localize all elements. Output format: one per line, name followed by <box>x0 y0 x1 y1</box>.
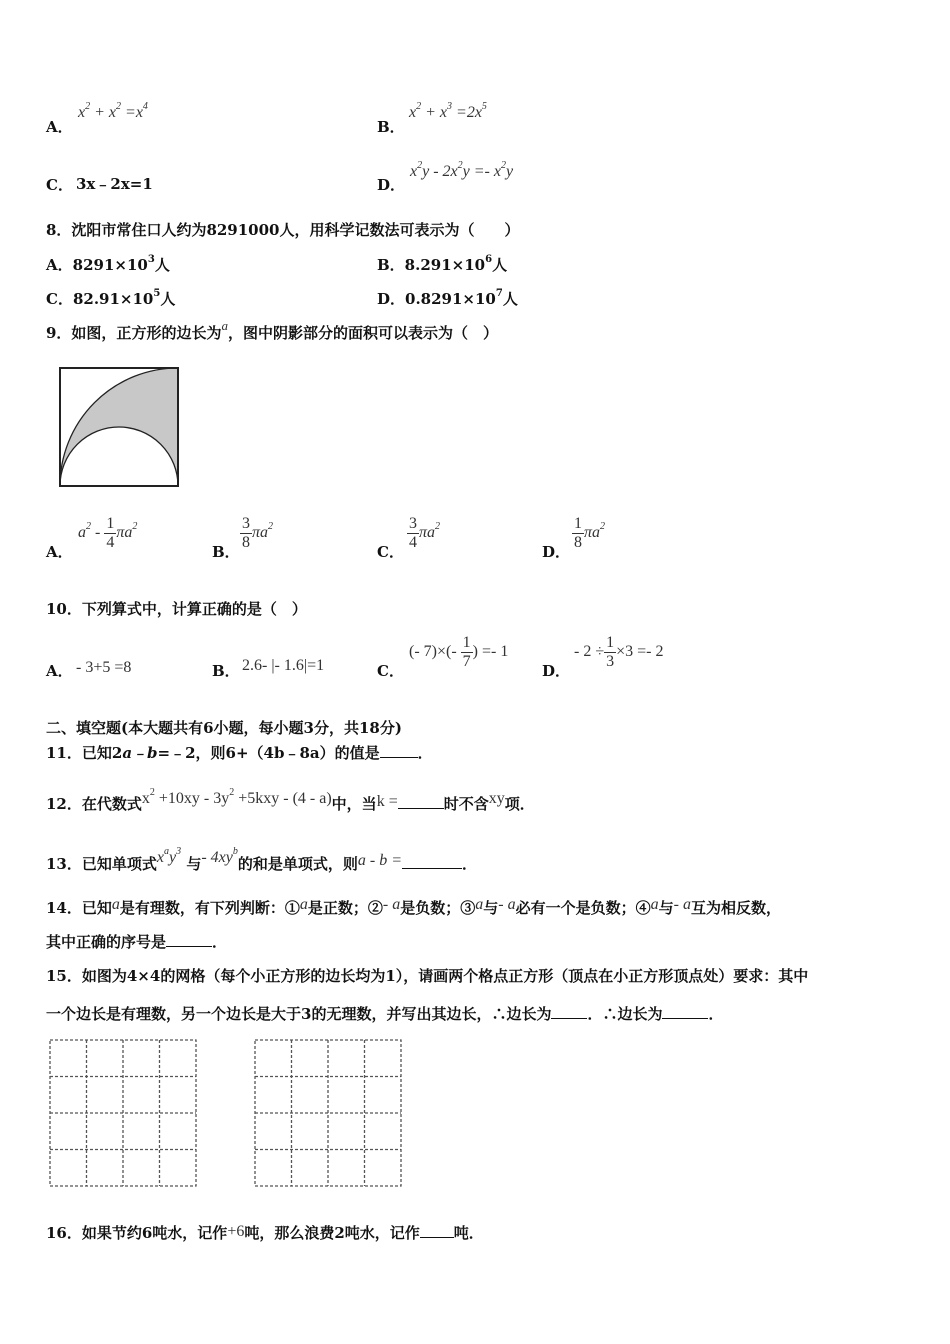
q10-option-a-formula: - 3+5 =8 <box>76 659 132 676</box>
q12-answer-blank[interactable] <box>398 794 444 809</box>
q14-answer-blank[interactable] <box>166 932 212 947</box>
q10-option-b-formula: 2.6- |- 1.6|=1 <box>242 657 325 674</box>
q11-text: 11．已知2a﹣b=﹣2，则6+（4b﹣8a）的值是 ． <box>46 744 433 762</box>
q9-option-c-formula: $\frac{3}{4}$ $\pi a^2$ <box>409 515 441 551</box>
q10-option-c-label: C． <box>377 662 404 680</box>
q13-text: 13．已知单项式$x^ay^3$ 与- $4xy^b$的和是单项式，则a - b = ． <box>46 846 478 873</box>
q15-grid-right[interactable] <box>253 1038 405 1190</box>
q16-text: 16．如果节约6吨水，记作+6吨，那么浪费2吨水，记作 吨． <box>46 1223 484 1242</box>
q8-option-b: B．$8.291\times 10^6$人 <box>377 254 508 274</box>
q16-answer-blank[interactable] <box>420 1223 454 1238</box>
q10-option-d-formula: - 2 ÷ $\frac{1}{3}$ ×3 =- 2 <box>574 634 664 670</box>
q9-option-b-formula: $\frac{3}{8}$ $\pi a^2$ <box>242 515 274 551</box>
q9-option-c-label: C． <box>377 543 404 561</box>
q10-option-d-label: D． <box>542 662 571 680</box>
q15-line1: 15．如图为4×4的网格（每个小正方形的边长均为1），请画两个格点正方形（顶点在小正方形顶点处）要求：其中 <box>46 967 809 985</box>
section-2-heading: 二、填空题(本大题共有6小题，每小题3分，共18分) <box>46 719 402 737</box>
q7-option-b-formula: $x^2 + x^3 =2x^5$ <box>409 101 487 121</box>
q7-option-b-label: B． <box>377 118 405 136</box>
q10-option-c-formula: (- 7)×(- $\frac{1}{7}$ ) =- 1 <box>409 634 509 670</box>
q8-stem: 8．沈阳市常住口人约为8291000人，用科学记数法可表示为（ ） <box>46 221 520 239</box>
q15-line2: 一个边长是有理数，另一个边长是大于3的无理数，并写出其边长，∴边长为 ．∴边长为 ． <box>46 1005 724 1023</box>
q10-option-b-label: B． <box>212 662 240 680</box>
q13-answer-blank[interactable] <box>402 854 462 869</box>
q10-option-a-label: A． <box>46 662 73 680</box>
q14-line2: 其中正确的序号是 ． <box>46 933 228 951</box>
q15-grid-left[interactable] <box>48 1038 200 1190</box>
q8-option-d: D．$0.8291\times 10^7$人 <box>377 288 518 308</box>
q7-option-d-formula: $x^2y - 2x^2y =- x^2y$ <box>410 160 514 180</box>
q9-square-figure <box>58 366 182 490</box>
q11-answer-blank[interactable] <box>380 743 418 758</box>
q14-line1: 14．已知a是有理数，有下列判断：①a是正数；②- a是负数；③a与- a必有一个是负数；④a与- a互为相反数， <box>46 896 781 917</box>
q7-option-a-formula: $x^2 + x^2 =x^4$ <box>78 101 148 121</box>
q8-option-c: C．$82.91\times 10^5$人 <box>46 288 176 308</box>
q7-option-a-label: A． <box>46 118 73 136</box>
q7-option-d-label: D． <box>377 176 406 194</box>
q12-text: 12．在代数式$x^2 +10xy - 3y^2 +5kxy - (4 - a)$中，当k = 时不含xy项． <box>46 787 535 813</box>
q7-option-c-label: C． <box>46 176 73 194</box>
q8-option-a: A．$8291\times 10^3$人 <box>46 254 170 274</box>
q15-answer-blank-1[interactable] <box>551 1004 587 1019</box>
q9-option-d-label: D． <box>542 543 571 561</box>
q15-answer-blank-2[interactable] <box>662 1004 708 1019</box>
q9-option-a-formula: $a^2$ - $\frac{1}{4}$ $\pi a^2$ <box>78 515 138 551</box>
q9-stem: 9．如图，正方形的边长为$^a$，图中阴影部分的面积可以表示为（ ） <box>46 318 498 342</box>
q9-option-a-label: A． <box>46 543 73 561</box>
q9-option-d-formula: $\frac{1}{8}$ $\pi a^2$ <box>574 515 606 551</box>
q7-option-c-text: 3x﹣2x=1 <box>76 175 153 193</box>
q10-stem: 10．下列算式中，计算正确的是（ ） <box>46 600 307 618</box>
q9-option-b-label: B． <box>212 543 240 561</box>
